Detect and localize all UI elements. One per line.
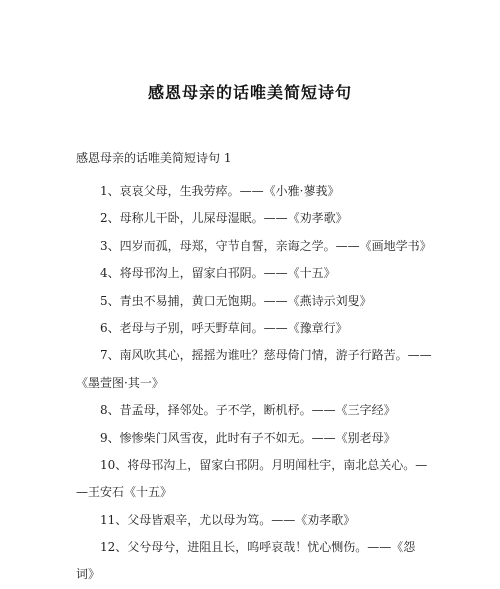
poem-line: 11、父母皆艰辛，尤以母为笃。——《劝孝歌》	[100, 512, 356, 527]
poem-line: 12、父兮母兮，进阻且长，呜呼哀哉！忧心恻伤。——《怨	[100, 540, 416, 555]
section-heading: 感恩母亲的话唯美简短诗句 1	[76, 151, 232, 165]
document-title: 感恩母亲的话唯美简短诗句	[147, 83, 352, 102]
poem-line: 5、青虫不易捕，黄口无饱期。——《燕诗示刘叟》	[100, 293, 372, 308]
poem-line-continuation: 《墨萱图·其一》	[76, 375, 164, 390]
poem-line: 10、将母邗沟上，留家白邗阴。月明闻杜宇，南北总关心。—	[100, 457, 428, 472]
poem-line: 1、哀哀父母，生我劳瘁。——《小雅·蓼莪》	[100, 184, 340, 198]
poem-line: 7、南风吹其心，摇摇为谁吐？慈母倚门情，游子行路苦。——	[100, 348, 432, 363]
poem-line-list	[76, 178, 436, 589]
poem-line: 2、母称儿干卧，儿屎母湿眠。——《劝孝歌》	[100, 211, 348, 226]
poem-line: 6、老母与子别，呼天野草间。——《豫章行》	[100, 320, 348, 335]
poem-line-continuation: —王安石《十五》	[76, 485, 173, 500]
poem-line: 3、四岁而孤，母郑，守节自誓，亲诲之学。——《画地学书》	[100, 238, 432, 253]
poem-line: 4、将母邗沟上，留家白邗阴。——《十五》	[100, 266, 336, 281]
poem-line-continuation: 词》	[76, 567, 101, 582]
poem-line: 8、昔孟母，择邻处。子不学，断机杼。——《三字经》	[100, 403, 396, 418]
poem-line: 9、惨惨柴门风雪夜，此时有子不如无。——《别老母》	[100, 430, 396, 445]
